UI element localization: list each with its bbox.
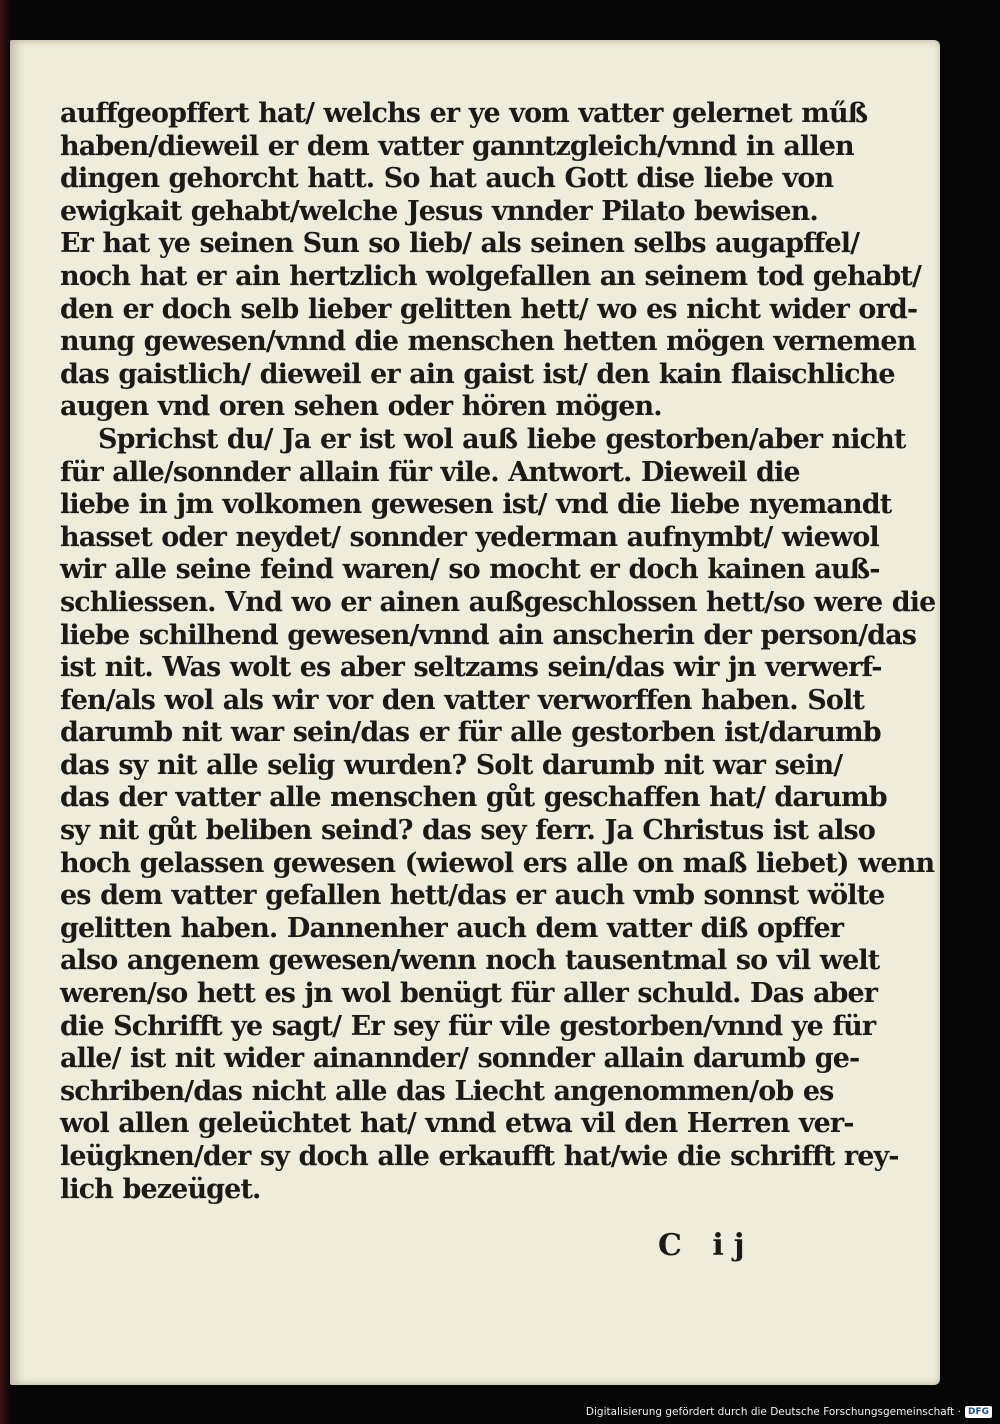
text-line: Er hat ye seinen Sun so lieb/ als seinen selbs augapffel/ xyxy=(60,228,860,260)
text-line: also angenem gewesen/wenn noch tausentmal so vil welt xyxy=(60,945,880,977)
text-line: ist nit. Was wolt es aber seltzams sein/das wir jn verwerf- xyxy=(60,652,882,684)
text-line: weren/so hett es jn wol benügt für aller schuld. Das aber xyxy=(60,978,878,1010)
text-line: schliessen. Vnd wo er ainen außgeschlossen hett/so were die xyxy=(60,586,936,618)
text-line: darumb nit war sein/das er für alle gestorben ist/darumb xyxy=(60,717,881,749)
text-line: noch hat er ain hertzlich wolgefallen an seinem tod gehabt/ xyxy=(60,260,921,292)
text-line: lich bezeüget. xyxy=(60,1173,261,1205)
footer-text: Digitalisierung gefördert durch die Deutsche Forschungsgemeinschaft · xyxy=(585,1406,961,1418)
text-line: für alle/sonnder allain für vile. Antwort. Dieweil die xyxy=(60,456,800,488)
text-line: ewigkait gehabt/welche Jesus vnnder Pilato bewisen. xyxy=(60,195,818,227)
text-line: augen vnd oren sehen oder hören mögen. xyxy=(60,391,662,423)
dfg-logo: DFG xyxy=(965,1406,992,1418)
text-line: gelitten haben. Dannenher auch dem vatter diß opffer xyxy=(60,912,844,944)
text-line: leügknen/der sy doch alle erkaufft hat/wie die schrifft rey- xyxy=(60,1141,899,1172)
text-line: es dem vatter gefallen hett/das er auch vmb sonnst wölte xyxy=(60,880,885,912)
text-line: auffgeopffert hat/ welchs er ye vom vatter gelernet műß xyxy=(60,98,868,129)
text-line: schriben/das nicht alle das Liecht angenommen/ob es xyxy=(60,1075,834,1107)
text-line: hoch gelassen gewesen (wiewol ers alle on maß liebet) wenn xyxy=(60,847,935,879)
text-line: fen/als wol als wir vor den vatter verworffen haben. Solt xyxy=(60,684,864,716)
book-page xyxy=(10,40,940,1385)
text-line: das gaistlich/ dieweil er ain gaist ist/ den kain flaischliche xyxy=(60,358,895,390)
text-line: den er doch selb lieber gelitten hett/ wo es nicht wider ord- xyxy=(60,293,918,325)
text-line: wol allen geleüchtet hat/ vnnd etwa vil den Herren ver- xyxy=(60,1108,854,1140)
text-line: wir alle seine feind waren/ so mocht er doch kainen auß- xyxy=(60,554,880,586)
text-line: liebe in jm volkomen gewesen ist/ vnd die liebe nyemandt xyxy=(60,489,892,521)
signature-mark: C ij xyxy=(658,1228,755,1263)
text-line: dingen gehorcht hatt. So hat auch Gott dise liebe von xyxy=(60,163,834,195)
paragraph-start-line: Sprichst du/ Ja er ist wol auß liebe gestorben/aber nicht xyxy=(98,423,906,455)
text-line: liebe schilhend gewesen/vnnd ain anscherin der person/das xyxy=(60,619,917,651)
text-line: alle/ ist nit wider ainannder/ sonnder allain darumb ge- xyxy=(60,1043,860,1075)
body-text xyxy=(60,98,936,1206)
text-line: das der vatter alle menschen gůt geschaffen hat/ darumb xyxy=(60,782,887,814)
text-line: nung gewesen/vnnd die menschen hetten mögen vernemen xyxy=(60,326,916,358)
funding-footer xyxy=(586,1406,992,1418)
text-line: die Schrifft ye sagt/ Er sey für vile gestorben/vnnd ye für xyxy=(60,1010,876,1042)
text-line: sy nit gůt beliben seind? das sey ferr. Ja Christus ist also xyxy=(60,815,875,847)
text-line: hasset oder neydet/ sonnder yederman aufnymbt/ wiewol xyxy=(60,521,879,553)
text-line: haben/dieweil er dem vatter ganntzgleich/vnnd in allen xyxy=(60,130,854,162)
text-line: das sy nit alle selig wurden? Solt darumb nit war sein/ xyxy=(60,749,843,781)
